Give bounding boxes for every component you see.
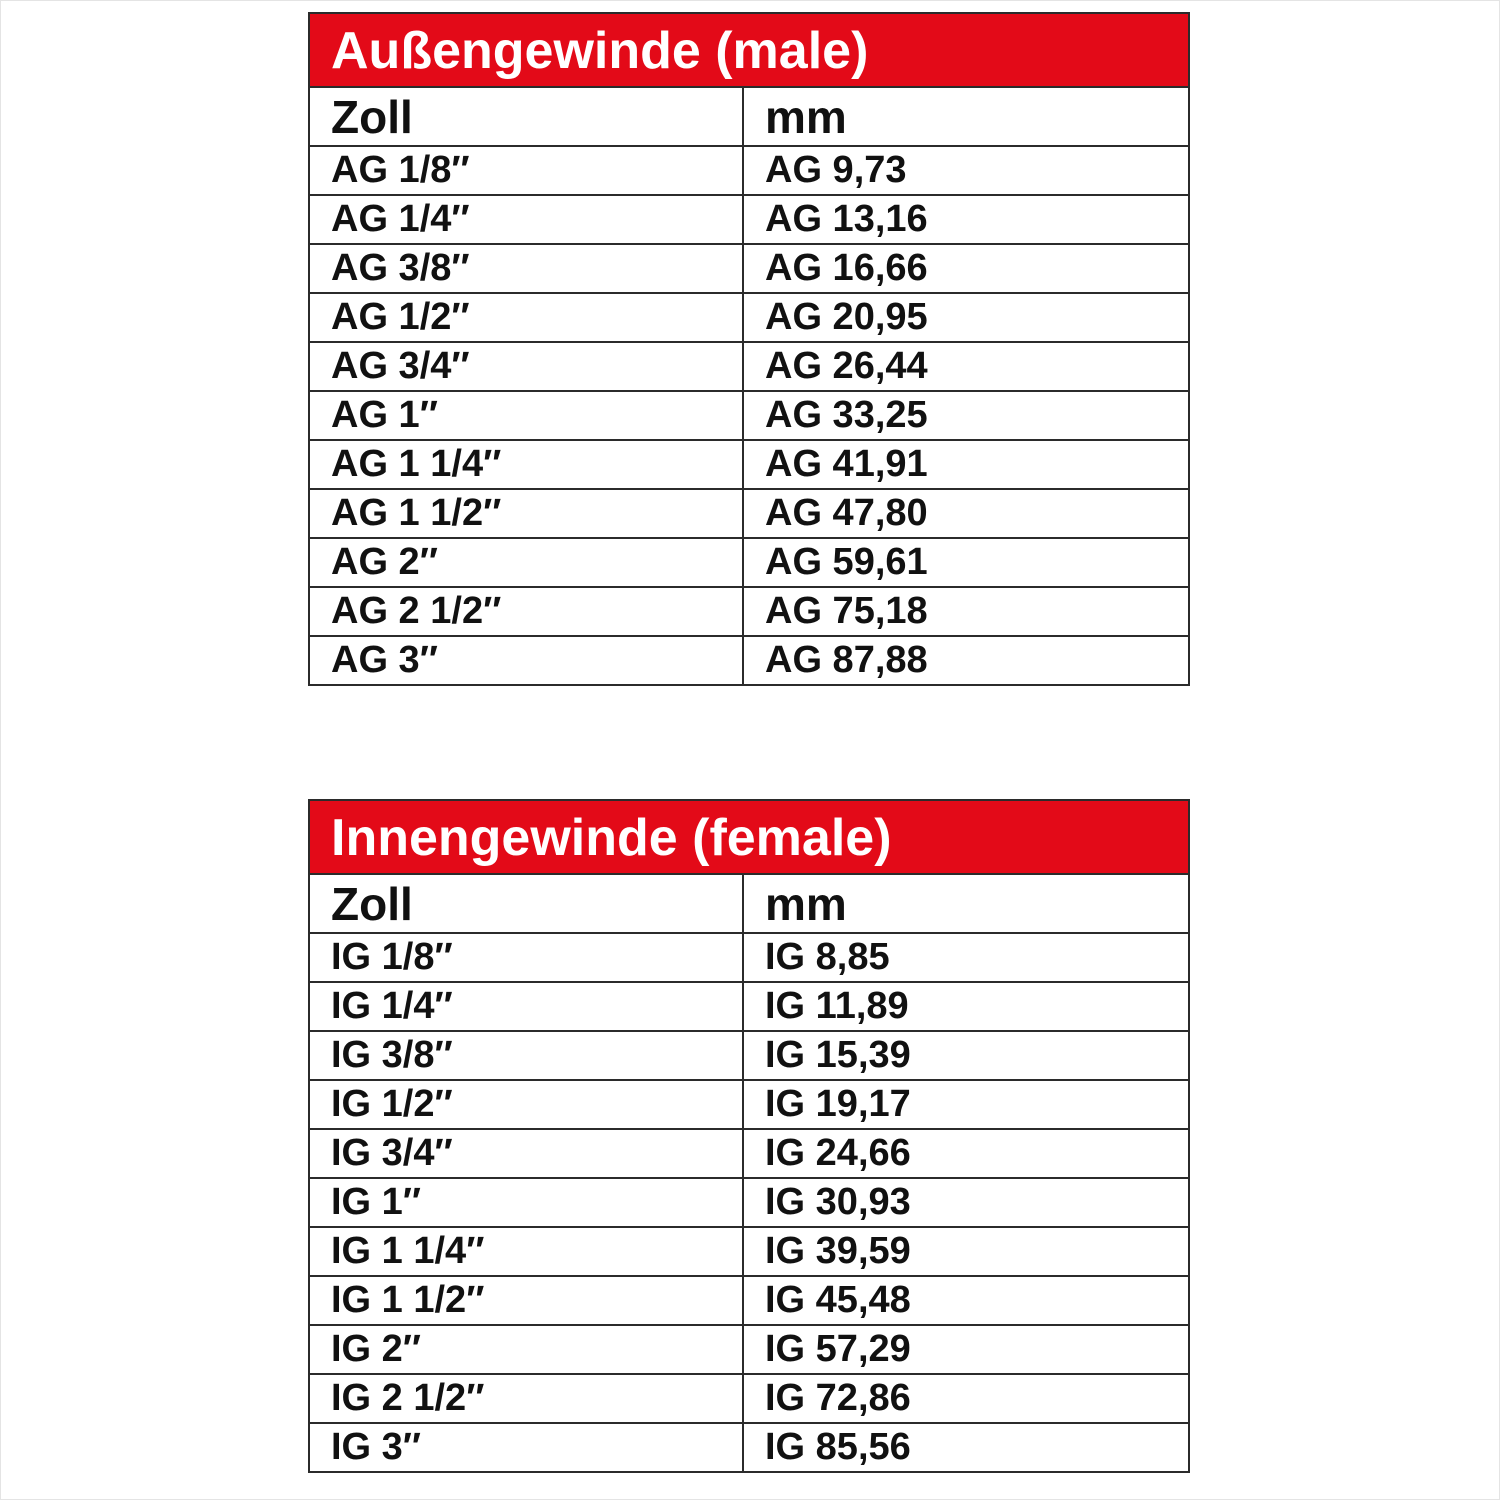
table-title-row bbox=[309, 800, 1189, 874]
zoll-cell: AG 1/4″ bbox=[309, 195, 743, 244]
table-row bbox=[309, 1080, 1189, 1129]
mm-cell: IG 30,93 bbox=[743, 1178, 1189, 1227]
male-table-title: Außengewinde (male) bbox=[309, 13, 1189, 87]
mm-cell: AG 26,44 bbox=[743, 342, 1189, 391]
male-thread-table bbox=[308, 12, 1190, 686]
mm-cell: IG 57,29 bbox=[743, 1325, 1189, 1374]
mm-cell: IG 8,85 bbox=[743, 933, 1189, 982]
table-row bbox=[309, 1276, 1189, 1325]
zoll-cell: AG 1″ bbox=[309, 391, 743, 440]
table-row bbox=[309, 391, 1189, 440]
table-row bbox=[309, 1178, 1189, 1227]
zoll-cell: IG 2 1/2″ bbox=[309, 1374, 743, 1423]
table-row bbox=[309, 146, 1189, 195]
zoll-cell: IG 3/4″ bbox=[309, 1129, 743, 1178]
mm-cell: IG 24,66 bbox=[743, 1129, 1189, 1178]
zoll-cell: AG 3/4″ bbox=[309, 342, 743, 391]
zoll-cell: AG 3/8″ bbox=[309, 244, 743, 293]
column-header-zoll: Zoll bbox=[309, 87, 743, 146]
mm-cell: AG 75,18 bbox=[743, 587, 1189, 636]
table-row bbox=[309, 342, 1189, 391]
table-row bbox=[309, 489, 1189, 538]
table-row bbox=[309, 1129, 1189, 1178]
zoll-cell: AG 1/8″ bbox=[309, 146, 743, 195]
zoll-cell: IG 2″ bbox=[309, 1325, 743, 1374]
table-row bbox=[309, 1374, 1189, 1423]
zoll-cell: IG 1 1/2″ bbox=[309, 1276, 743, 1325]
mm-cell: IG 19,17 bbox=[743, 1080, 1189, 1129]
zoll-cell: IG 3″ bbox=[309, 1423, 743, 1472]
column-header-mm: mm bbox=[743, 874, 1189, 933]
mm-cell: AG 47,80 bbox=[743, 489, 1189, 538]
table-title-row bbox=[309, 13, 1189, 87]
mm-cell: AG 41,91 bbox=[743, 440, 1189, 489]
table-row bbox=[309, 1423, 1189, 1472]
zoll-cell: AG 2 1/2″ bbox=[309, 587, 743, 636]
mm-cell: AG 13,16 bbox=[743, 195, 1189, 244]
column-header-zoll: Zoll bbox=[309, 874, 743, 933]
mm-cell: IG 45,48 bbox=[743, 1276, 1189, 1325]
table-row bbox=[309, 440, 1189, 489]
zoll-cell: IG 1 1/4″ bbox=[309, 1227, 743, 1276]
zoll-cell: AG 3″ bbox=[309, 636, 743, 685]
zoll-cell: AG 1 1/2″ bbox=[309, 489, 743, 538]
table-row bbox=[309, 636, 1189, 685]
mm-cell: IG 11,89 bbox=[743, 982, 1189, 1031]
mm-cell: IG 72,86 bbox=[743, 1374, 1189, 1423]
table-row bbox=[309, 195, 1189, 244]
table-row bbox=[309, 1227, 1189, 1276]
mm-cell: IG 15,39 bbox=[743, 1031, 1189, 1080]
mm-cell: AG 20,95 bbox=[743, 293, 1189, 342]
zoll-cell: IG 1″ bbox=[309, 1178, 743, 1227]
table-row bbox=[309, 293, 1189, 342]
zoll-cell: IG 1/4″ bbox=[309, 982, 743, 1031]
table-row bbox=[309, 933, 1189, 982]
table-header-row bbox=[309, 87, 1189, 146]
table-row bbox=[309, 1031, 1189, 1080]
mm-cell: IG 39,59 bbox=[743, 1227, 1189, 1276]
table-row bbox=[309, 587, 1189, 636]
table-row bbox=[309, 538, 1189, 587]
zoll-cell: IG 1/2″ bbox=[309, 1080, 743, 1129]
mm-cell: AG 16,66 bbox=[743, 244, 1189, 293]
mm-cell: AG 33,25 bbox=[743, 391, 1189, 440]
mm-cell: IG 85,56 bbox=[743, 1423, 1189, 1472]
mm-cell: AG 87,88 bbox=[743, 636, 1189, 685]
zoll-cell: AG 1/2″ bbox=[309, 293, 743, 342]
female-table-title: Innengewinde (female) bbox=[309, 800, 1189, 874]
zoll-cell: IG 3/8″ bbox=[309, 1031, 743, 1080]
zoll-cell: AG 1 1/4″ bbox=[309, 440, 743, 489]
table-row bbox=[309, 244, 1189, 293]
mm-cell: AG 9,73 bbox=[743, 146, 1189, 195]
table-row bbox=[309, 982, 1189, 1031]
zoll-cell: IG 1/8″ bbox=[309, 933, 743, 982]
zoll-cell: AG 2″ bbox=[309, 538, 743, 587]
table-header-row bbox=[309, 874, 1189, 933]
mm-cell: AG 59,61 bbox=[743, 538, 1189, 587]
table-row bbox=[309, 1325, 1189, 1374]
column-header-mm: mm bbox=[743, 87, 1189, 146]
female-thread-table bbox=[308, 799, 1190, 1473]
